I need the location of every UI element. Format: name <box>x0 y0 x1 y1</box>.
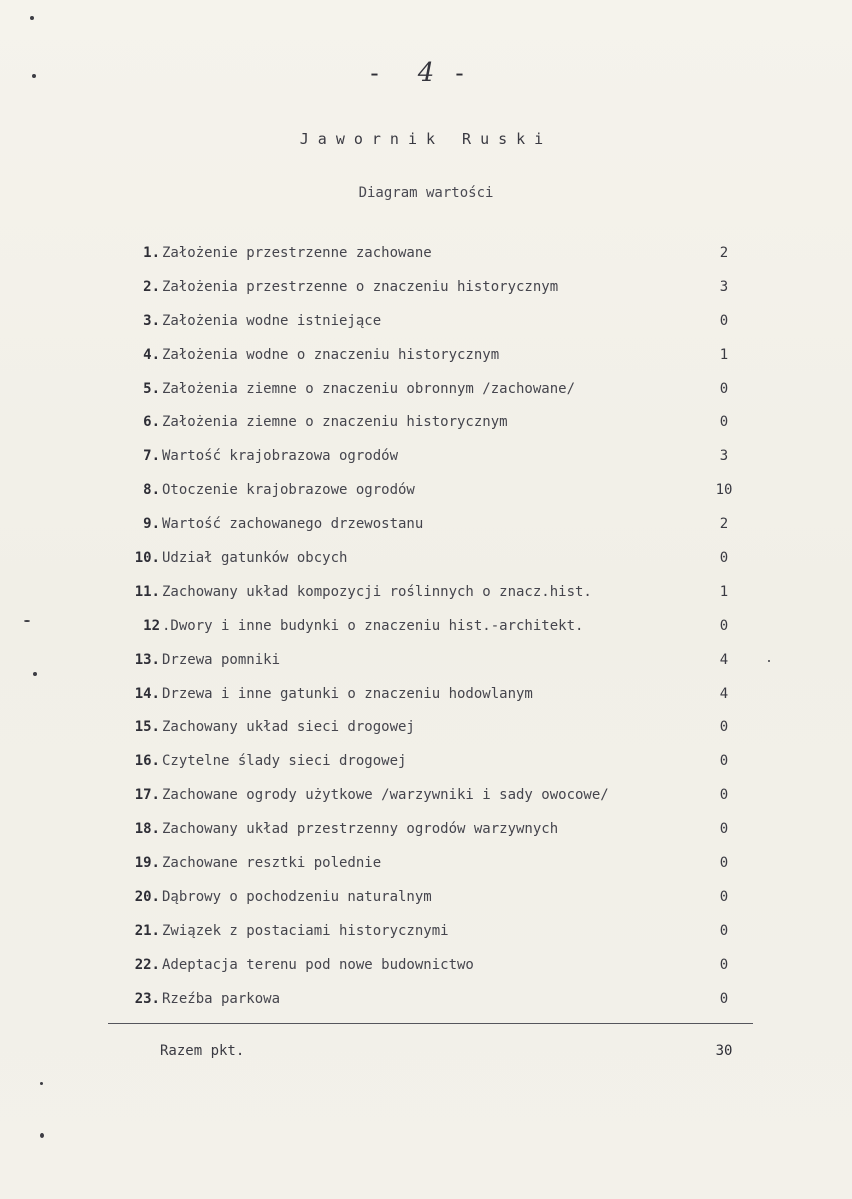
item-value: 0 <box>719 719 729 736</box>
item-number: 14. <box>134 685 160 702</box>
list-item <box>0 819 852 853</box>
item-value: 0 <box>719 753 729 770</box>
item-number: 13. <box>134 651 160 668</box>
list-item <box>0 243 852 277</box>
list-item <box>0 379 852 413</box>
item-number: 4. <box>143 346 160 363</box>
page-number-dash-left: - <box>367 59 400 87</box>
list-item <box>0 446 852 480</box>
item-label: Związek z postaciami historycznymi <box>162 922 449 939</box>
list-item <box>0 921 852 955</box>
margin-speck <box>33 672 37 676</box>
item-label: Założenie przestrzenne zachowane <box>162 245 432 261</box>
item-value: 0 <box>719 617 729 634</box>
item-value: 0 <box>719 956 729 973</box>
item-number: 21. <box>134 922 160 939</box>
item-label: Czytelne ślady sieci drogowej <box>162 753 407 770</box>
list-item <box>0 751 852 785</box>
item-value: 10 <box>715 482 733 499</box>
list-item <box>0 717 852 751</box>
item-label: Założenia ziemne o znaczeniu obronnym /zachowane/ <box>162 380 576 397</box>
item-number: 17. <box>134 787 160 804</box>
margin-speck <box>40 1133 44 1138</box>
margin-speck <box>768 660 770 662</box>
item-number: 20. <box>134 888 160 905</box>
item-label: Rzeźba parkowa <box>162 990 281 1007</box>
item-number: 16. <box>134 753 160 770</box>
item-label: Zachowane resztki polednie <box>162 855 382 872</box>
margin-speck <box>32 74 36 78</box>
item-label: Zachowany układ przestrzenny ogrodów warzywnych <box>162 821 559 838</box>
item-value: 4 <box>719 685 729 702</box>
item-number: 12 <box>143 617 160 634</box>
item-value: 3 <box>719 448 729 465</box>
item-value: 2 <box>719 245 729 261</box>
document-subtitle: Diagram wartości <box>358 185 494 201</box>
list-item <box>0 582 852 616</box>
item-value: 0 <box>719 821 729 838</box>
list-item <box>0 311 852 345</box>
item-label: Założenia ziemne o znaczeniu historycznym <box>162 414 508 431</box>
item-value: 0 <box>719 312 729 329</box>
item-label: Zachowany układ sieci drogowej <box>162 719 415 736</box>
list-item <box>0 989 852 1023</box>
total-value: 30 <box>715 1043 733 1059</box>
item-value: 2 <box>719 516 729 533</box>
item-value: 1 <box>719 583 729 600</box>
list-item <box>0 853 852 887</box>
item-value: 0 <box>719 990 729 1007</box>
margin-speck <box>30 16 34 20</box>
item-number: 7. <box>143 448 160 465</box>
item-label: Zachowany układ kompozycji roślinnych o znacz.hist. <box>162 583 592 600</box>
item-label: Zachowane ogrody użytkowe /warzywniki i sady owocowe/ <box>162 787 609 804</box>
page-number-handwritten: 4 <box>417 58 435 88</box>
item-label: Założenia wodne o znaczeniu historycznym <box>162 346 500 363</box>
item-label: Wartość zachowanego drzewostanu <box>162 516 424 533</box>
value-list <box>0 243 852 1022</box>
item-number: 1. <box>143 245 160 261</box>
item-number: 6. <box>143 414 160 431</box>
item-label: Założenia przestrzenne o znaczeniu historycznym <box>162 278 559 295</box>
item-value: 3 <box>719 278 729 295</box>
list-item <box>0 412 852 446</box>
item-label: Dąbrowy o pochodzeniu naturalnym <box>162 888 432 905</box>
margin-speck <box>24 620 30 622</box>
item-label: Udział gatunków obcych <box>162 550 348 567</box>
item-number: 9. <box>143 516 160 533</box>
item-label: Drzewa i inne gatunki o znaczeniu hodowlanym <box>162 685 533 702</box>
item-label: Drzewa pomniki <box>162 651 281 668</box>
item-number: 8. <box>143 482 160 499</box>
item-number: 2. <box>143 278 160 295</box>
list-item <box>0 785 852 819</box>
total-divider <box>108 1023 753 1024</box>
total-label: Razem pkt. <box>160 1043 245 1059</box>
item-label: Adeptacja terenu pod nowe budownictwo <box>162 956 474 973</box>
item-number: 18. <box>134 821 160 838</box>
list-item <box>0 480 852 514</box>
item-value: 0 <box>719 414 729 431</box>
list-item <box>0 616 852 650</box>
page-number-dash-right: - <box>452 59 485 87</box>
item-label: Otoczenie krajobrazowe ogrodów <box>162 482 415 499</box>
item-value: 0 <box>719 380 729 397</box>
item-value: 0 <box>719 787 729 804</box>
item-number: 3. <box>143 312 160 329</box>
list-item <box>0 887 852 921</box>
item-number: 5. <box>143 380 160 397</box>
item-label: .Dwory i inne budynki o znaczeniu hist.-architekt. <box>162 617 584 634</box>
item-value: 0 <box>719 922 729 939</box>
list-item <box>0 277 852 311</box>
item-value: 0 <box>719 855 729 872</box>
item-number: 10. <box>134 550 160 567</box>
item-number: 11. <box>134 583 160 600</box>
list-item <box>0 684 852 718</box>
item-value: 0 <box>719 550 729 567</box>
item-number: 23. <box>134 990 160 1007</box>
item-number: 19. <box>134 855 160 872</box>
item-value: 0 <box>719 888 729 905</box>
document-title: Jawornik Ruski <box>299 130 553 148</box>
list-item <box>0 955 852 989</box>
list-item <box>0 514 852 548</box>
item-value: 4 <box>719 651 729 668</box>
item-label: Wartość krajobrazowa ogrodów <box>162 448 399 465</box>
item-value: 1 <box>719 346 729 363</box>
item-label: Założenia wodne istniejące <box>162 312 382 329</box>
list-item <box>0 650 852 684</box>
list-item <box>0 548 852 582</box>
page-number <box>0 58 852 88</box>
list-item <box>0 345 852 379</box>
item-number: 15. <box>134 719 160 736</box>
margin-speck <box>40 1082 43 1085</box>
item-number: 22. <box>134 956 160 973</box>
